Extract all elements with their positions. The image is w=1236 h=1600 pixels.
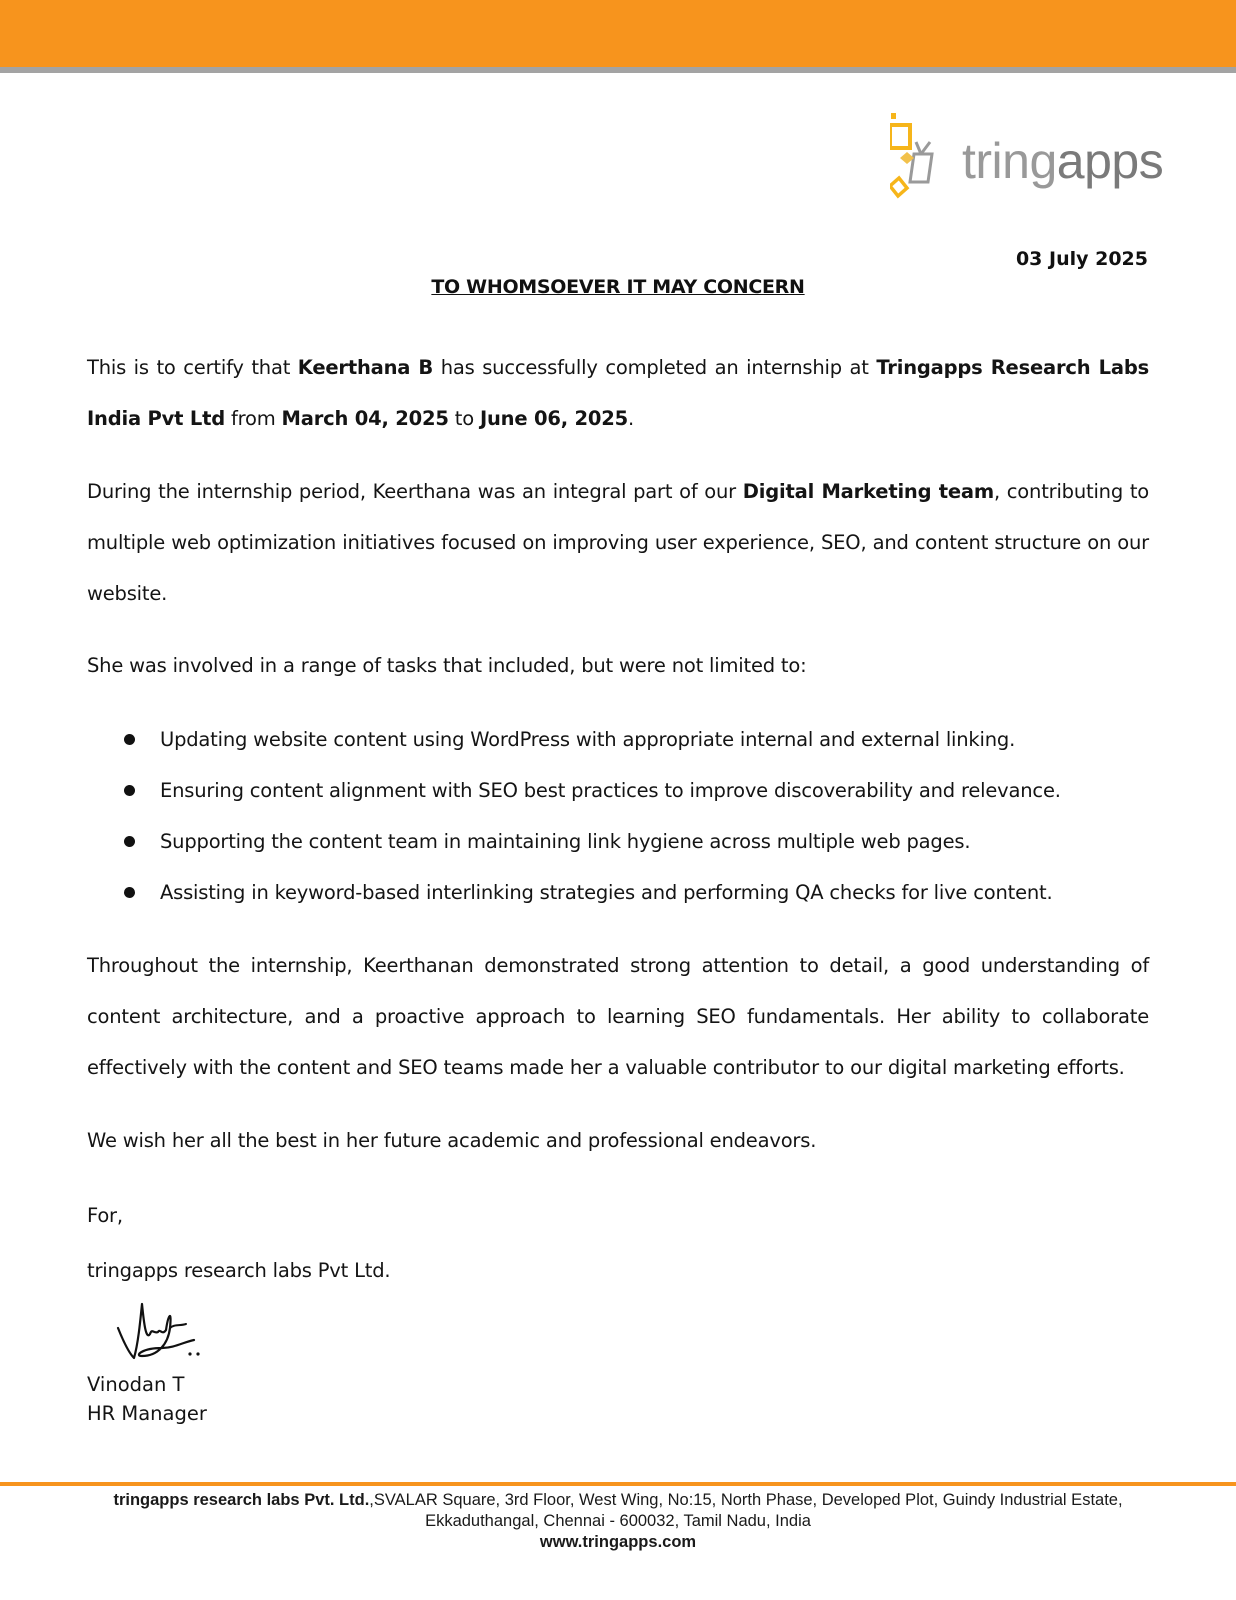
team-name: Digital Marketing team	[742, 480, 994, 503]
tasks-intro-text: She was involved in a range of tasks that included, but were not limited to:	[87, 654, 807, 677]
text: to	[448, 407, 480, 430]
text: During the internship period, Keerthana was an integral part of our	[87, 480, 743, 503]
bullet-icon	[124, 836, 135, 847]
footer-address-line1: ,SVALAR Square, 3rd Floor, West Wing, No:15, North Phase, Developed Plot, Guindy Industrial Estate,	[369, 1491, 1123, 1509]
evaluation-text: Throughout the internship, Keerthanan demonstrated strong attention to detail, a good understanding of content architecture, and a proactive approach to learning SEO fundamentals. Her ability to collaborate effectively with the content and SEO teams made her a valuable contributor to our digital marketing efforts.	[87, 954, 1149, 1079]
footer	[0, 1490, 1236, 1553]
text: This is to certify that	[87, 356, 298, 379]
tringapps-logo	[890, 112, 1180, 212]
footer-company: tringapps research labs Pvt. Ltd.	[113, 1491, 370, 1509]
closing-for	[87, 1190, 1149, 1241]
start-date: March 04, 2025	[281, 407, 449, 430]
closing-company	[87, 1245, 1149, 1296]
paragraph-wishes	[87, 1115, 1149, 1166]
footer-website: www.tringapps.com	[539, 1533, 697, 1551]
list-item	[87, 816, 1149, 867]
closing-for-text: For,	[87, 1204, 123, 1227]
list-item	[87, 714, 1149, 765]
list-item	[87, 765, 1149, 816]
letter-subject: TO WHOMSOEVER IT MAY CONCERN	[431, 276, 805, 298]
task-list	[87, 714, 1149, 918]
text: .	[627, 407, 634, 430]
wishes-text: We wish her all the best in her future academic and professional endeavors.	[87, 1129, 817, 1152]
paragraph-tasks-intro	[87, 640, 1149, 691]
text: from	[224, 407, 282, 430]
footer-address-line2: Ekkaduthangal, Chennai - 600032, Tamil Nadu, India	[425, 1512, 811, 1530]
bullet-icon	[124, 734, 135, 745]
task-text: Updating website content using WordPress with appropriate internal and external linking.	[160, 728, 1016, 751]
bullet-icon	[124, 887, 135, 898]
intern-name: Keerthana B	[297, 356, 434, 379]
task-text: Assisting in keyword-based interlinking strategies and performing QA checks for live content.	[160, 881, 1053, 904]
logo-text-apps: apps	[1056, 133, 1164, 189]
header-orange-band	[0, 0, 1236, 67]
tringapps-logo-icon	[890, 112, 960, 207]
paragraph-team	[87, 466, 1149, 619]
end-date: June 06, 2025	[479, 407, 628, 430]
paragraph-evaluation	[87, 940, 1149, 1093]
logo-text-tring: tring	[962, 133, 1057, 189]
signature-image	[112, 1294, 208, 1366]
letter-date: 03 July 2025	[1015, 248, 1148, 270]
text: , contributing to multiple web optimization initiatives focused on improving user experience, SEO, and content structure on our website.	[87, 480, 1149, 605]
task-text: Ensuring content alignment with SEO best practices to improve discoverability and relevance.	[160, 779, 1061, 802]
paragraph-certification	[87, 342, 1149, 444]
closing-company-text: tringapps research labs Pvt Ltd.	[87, 1259, 391, 1282]
list-item	[87, 867, 1149, 918]
footer-orange-rule	[0, 1482, 1236, 1486]
text: has successfully completed an internship at	[433, 356, 877, 379]
bullet-icon	[124, 785, 135, 796]
company-name: Tringapps Research Labs India Pvt Ltd	[87, 356, 1149, 430]
signer-block	[87, 1370, 207, 1428]
task-text: Supporting the content team in maintaining link hygiene across multiple web pages.	[160, 830, 971, 853]
header-gray-rule	[0, 67, 1236, 73]
signer-name: Vinodan T	[87, 1373, 185, 1396]
signer-title: HR Manager	[87, 1402, 207, 1425]
